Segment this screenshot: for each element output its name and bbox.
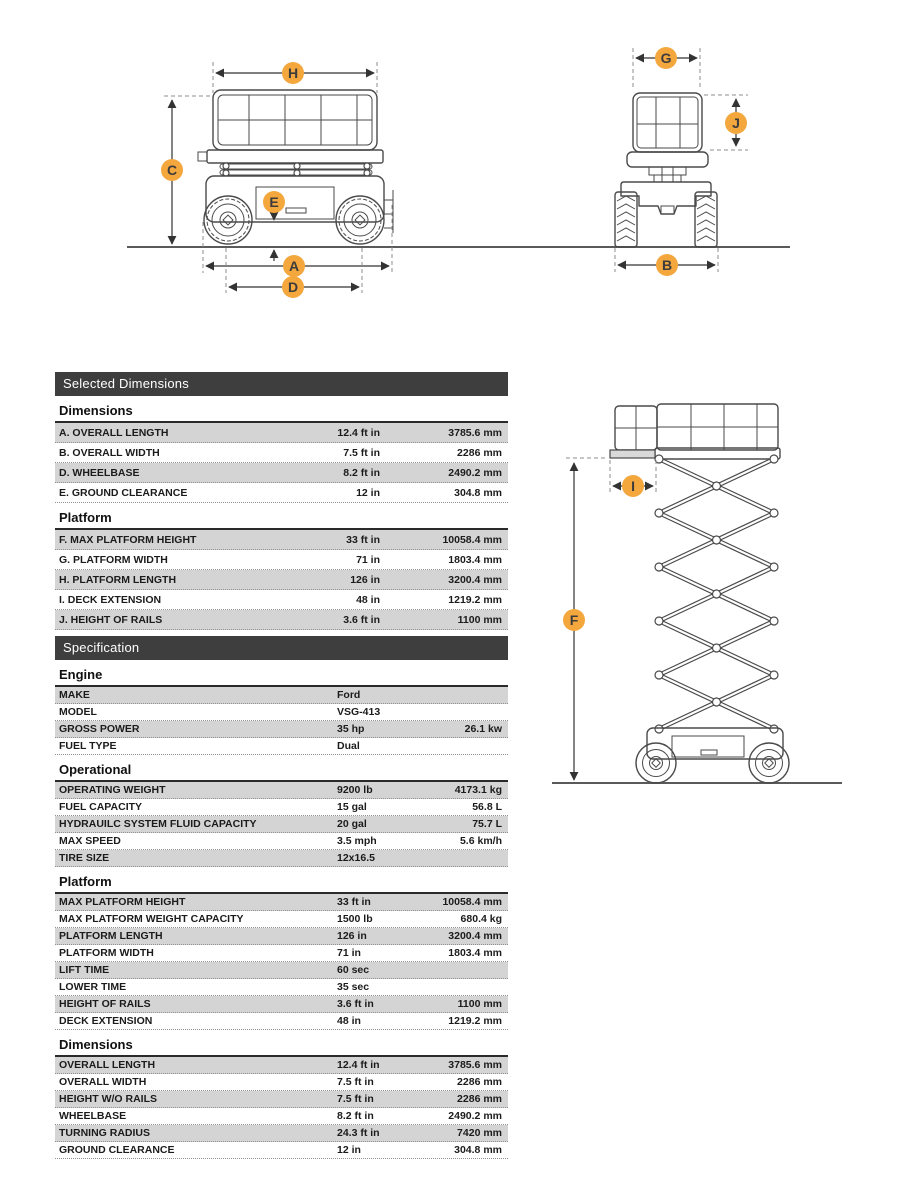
cell-imperial: Ford (337, 689, 361, 701)
cell-metric: 2286 mm (457, 446, 502, 459)
cell-metric: 10058.4 mm (442, 533, 502, 546)
cell-metric: 2286 mm (457, 1076, 502, 1088)
table-row (55, 1091, 508, 1108)
cell-metric: 75.7 L (472, 818, 502, 830)
cell-label: GROUND CLEARANCE (59, 1144, 175, 1156)
table-row (55, 443, 508, 463)
svg-text:I: I (631, 478, 635, 494)
elevated-view-diagram (566, 404, 789, 783)
rear-view-right-tire (695, 192, 717, 247)
cell-imperial: 71 in (337, 947, 361, 959)
cell-imperial: 9200 lb (337, 784, 373, 796)
table-row (55, 530, 508, 550)
dim-badge-a (283, 255, 305, 277)
cell-imperial: Dual (337, 740, 360, 752)
cell-label: FUEL TYPE (59, 740, 117, 752)
table-row (55, 738, 508, 755)
cell-label: D. WHEELBASE (59, 466, 140, 479)
table-row (55, 687, 508, 704)
cell-metric: 3200.4 mm (448, 930, 502, 942)
section-heading: Engine (59, 667, 103, 682)
table-row (55, 1074, 508, 1091)
cell-metric: 2286 mm (457, 1093, 502, 1105)
table-row (55, 463, 508, 483)
cell-label: PLATFORM WIDTH (59, 947, 154, 959)
table-row (55, 850, 508, 867)
selected-dimensions-table (55, 372, 508, 630)
rear-view-diagram (615, 48, 748, 272)
svg-text:J: J (732, 115, 740, 131)
cell-metric: 304.8 mm (454, 486, 502, 499)
cell-label: MAX SPEED (59, 835, 121, 847)
rear-view-left-tire (615, 192, 637, 247)
cell-label: HYDRAUILC SYSTEM FLUID CAPACITY (59, 818, 257, 830)
cell-imperial: 7.5 ft in (343, 446, 380, 459)
cell-label: WHEELBASE (59, 1110, 127, 1122)
cell-label: FUEL CAPACITY (59, 801, 143, 813)
dim-badge-j (725, 112, 747, 134)
cell-label: B. OVERALL WIDTH (59, 446, 160, 459)
specification-header: Specification (55, 636, 508, 660)
cell-label: MAX PLATFORM HEIGHT (59, 896, 186, 908)
cell-imperial: 126 in (337, 930, 367, 942)
cell-metric: 4173.1 kg (454, 784, 502, 796)
dim-badge-i (622, 475, 644, 497)
table-row (55, 799, 508, 816)
dim-badge-e (263, 191, 285, 213)
cell-label: OVERALL WIDTH (59, 1076, 147, 1088)
cell-imperial: 20 gal (337, 818, 367, 830)
cell-imperial: 12.4 ft in (337, 1059, 380, 1071)
cell-metric: 1803.4 mm (448, 947, 502, 959)
cell-metric: 7420 mm (457, 1127, 502, 1139)
cell-imperial: 60 sec (337, 964, 370, 976)
cell-label: J. HEIGHT OF RAILS (59, 613, 163, 626)
specification-body (55, 660, 508, 1159)
cell-label: TIRE SIZE (59, 852, 110, 864)
cell-imperial: 7.5 ft in (337, 1076, 374, 1088)
section-heading: Platform (59, 510, 112, 525)
side-view-diagram (164, 62, 393, 293)
cell-metric: 304.8 mm (454, 1144, 502, 1156)
cell-label: LOWER TIME (59, 981, 127, 993)
svg-text:H: H (287, 65, 299, 81)
selected-dimensions-header: Selected Dimensions (55, 372, 508, 396)
section-heading: Dimensions (59, 403, 133, 418)
cell-imperial: 12 in (337, 1144, 361, 1156)
section-heading: Operational (59, 762, 132, 777)
svg-text:D: D (287, 279, 299, 295)
dim-badge-h (282, 62, 304, 84)
table-row (55, 1013, 508, 1030)
cell-label: G. PLATFORM WIDTH (59, 553, 168, 566)
table-row (55, 570, 508, 590)
cell-imperial: VSG-413 (337, 706, 381, 718)
table-row (55, 1057, 508, 1074)
cell-label: OPERATING WEIGHT (59, 784, 166, 796)
table-row (55, 1108, 508, 1125)
cell-imperial: 48 in (337, 1015, 361, 1027)
svg-text:F: F (569, 612, 579, 628)
cell-label: LIFT TIME (59, 964, 110, 976)
side-view-rear-wheel (336, 196, 384, 244)
table-row (55, 996, 508, 1013)
section-heading: Platform (59, 874, 112, 889)
svg-text:B: B (661, 257, 673, 273)
cell-metric: 10058.4 mm (442, 896, 502, 908)
table-row (55, 911, 508, 928)
cell-metric: 1100 mm (457, 613, 502, 626)
table-row (55, 423, 508, 443)
table-row (55, 816, 508, 833)
table-row (55, 833, 508, 850)
cell-metric: 2490.2 mm (448, 466, 502, 479)
cell-metric: 5.6 km/h (459, 835, 502, 847)
cell-imperial: 35 hp (337, 723, 365, 735)
cell-imperial: 8.2 ft in (343, 466, 380, 479)
cell-label: HEIGHT W/O RAILS (59, 1093, 157, 1105)
elevated-left-wheel (636, 743, 676, 783)
cell-metric: 1219.2 mm (448, 1015, 502, 1027)
scissor-arms (655, 455, 778, 733)
cell-label: GROSS POWER (59, 723, 140, 735)
table-row (55, 1125, 508, 1142)
cell-label: A. OVERALL LENGTH (59, 426, 169, 439)
cell-imperial: 126 in (350, 573, 380, 586)
selected-dimensions-body (55, 396, 508, 630)
elevated-right-wheel (749, 743, 789, 783)
dim-badge-b (656, 254, 678, 276)
cell-label: TURNING RADIUS (59, 1127, 150, 1139)
cell-imperial: 8.2 ft in (337, 1110, 374, 1122)
cell-metric: 1219.2 mm (448, 593, 502, 606)
cell-label: MAKE (59, 689, 90, 701)
cell-label: F. MAX PLATFORM HEIGHT (59, 533, 197, 546)
cell-imperial: 24.3 ft in (337, 1127, 380, 1139)
cell-label: OVERALL LENGTH (59, 1059, 156, 1071)
cell-label: E. GROUND CLEARANCE (59, 486, 188, 499)
cell-metric: 1100 mm (457, 998, 502, 1010)
table-row (55, 721, 508, 738)
cell-metric: 26.1 kw (464, 723, 502, 735)
cell-imperial: 7.5 ft in (337, 1093, 374, 1105)
table-row (55, 610, 508, 630)
cell-label: H. PLATFORM LENGTH (59, 573, 177, 586)
cell-label: PLATFORM LENGTH (59, 930, 163, 942)
cell-label: MAX PLATFORM WEIGHT CAPACITY (59, 913, 244, 925)
cell-imperial: 12.4 ft in (337, 426, 380, 439)
table-row (55, 550, 508, 570)
cell-imperial: 12x16.5 (337, 852, 375, 864)
svg-text:A: A (288, 258, 300, 274)
cell-metric: 2490.2 mm (448, 1110, 502, 1122)
cell-imperial: 33 ft in (346, 533, 380, 546)
cell-imperial: 33 ft in (337, 896, 371, 908)
cell-imperial: 15 gal (337, 801, 367, 813)
table-row (55, 928, 508, 945)
svg-text:E: E (269, 194, 279, 210)
svg-text:G: G (660, 50, 672, 66)
cell-metric: 3785.6 mm (448, 1059, 502, 1071)
cell-imperial: 35 sec (337, 981, 370, 993)
cell-imperial: 12 in (356, 486, 380, 499)
cell-metric: 3200.4 mm (448, 573, 502, 586)
cell-label: I. DECK EXTENSION (59, 593, 162, 606)
cell-imperial: 3.6 ft in (343, 613, 380, 626)
table-row (55, 704, 508, 721)
specification-table (55, 636, 508, 1159)
section-heading: Dimensions (59, 1037, 133, 1052)
table-row (55, 979, 508, 996)
cell-metric: 1803.4 mm (448, 553, 502, 566)
cell-imperial: 71 in (356, 553, 380, 566)
dim-badge-f (563, 609, 585, 631)
table-row (55, 782, 508, 799)
cell-metric: 680.4 kg (460, 913, 502, 925)
table-row (55, 894, 508, 911)
cell-metric: 56.8 L (472, 801, 502, 813)
dim-badge-d (282, 276, 304, 298)
svg-text:C: C (166, 162, 178, 178)
table-row (55, 483, 508, 503)
cell-imperial: 1500 lb (337, 913, 373, 925)
table-row (55, 1142, 508, 1159)
cell-imperial: 3.6 ft in (337, 998, 374, 1010)
cell-imperial: 3.5 mph (337, 835, 377, 847)
side-view-front-wheel (204, 196, 252, 244)
dim-badge-g (655, 47, 677, 69)
table-row (55, 590, 508, 610)
cell-imperial: 48 in (356, 593, 380, 606)
table-row (55, 945, 508, 962)
cell-metric: 3785.6 mm (448, 426, 502, 439)
cell-label: MODEL (59, 706, 97, 718)
dim-badge-c (161, 159, 183, 181)
table-row (55, 962, 508, 979)
cell-label: HEIGHT OF RAILS (59, 998, 151, 1010)
cell-label: DECK EXTENSION (59, 1015, 153, 1027)
